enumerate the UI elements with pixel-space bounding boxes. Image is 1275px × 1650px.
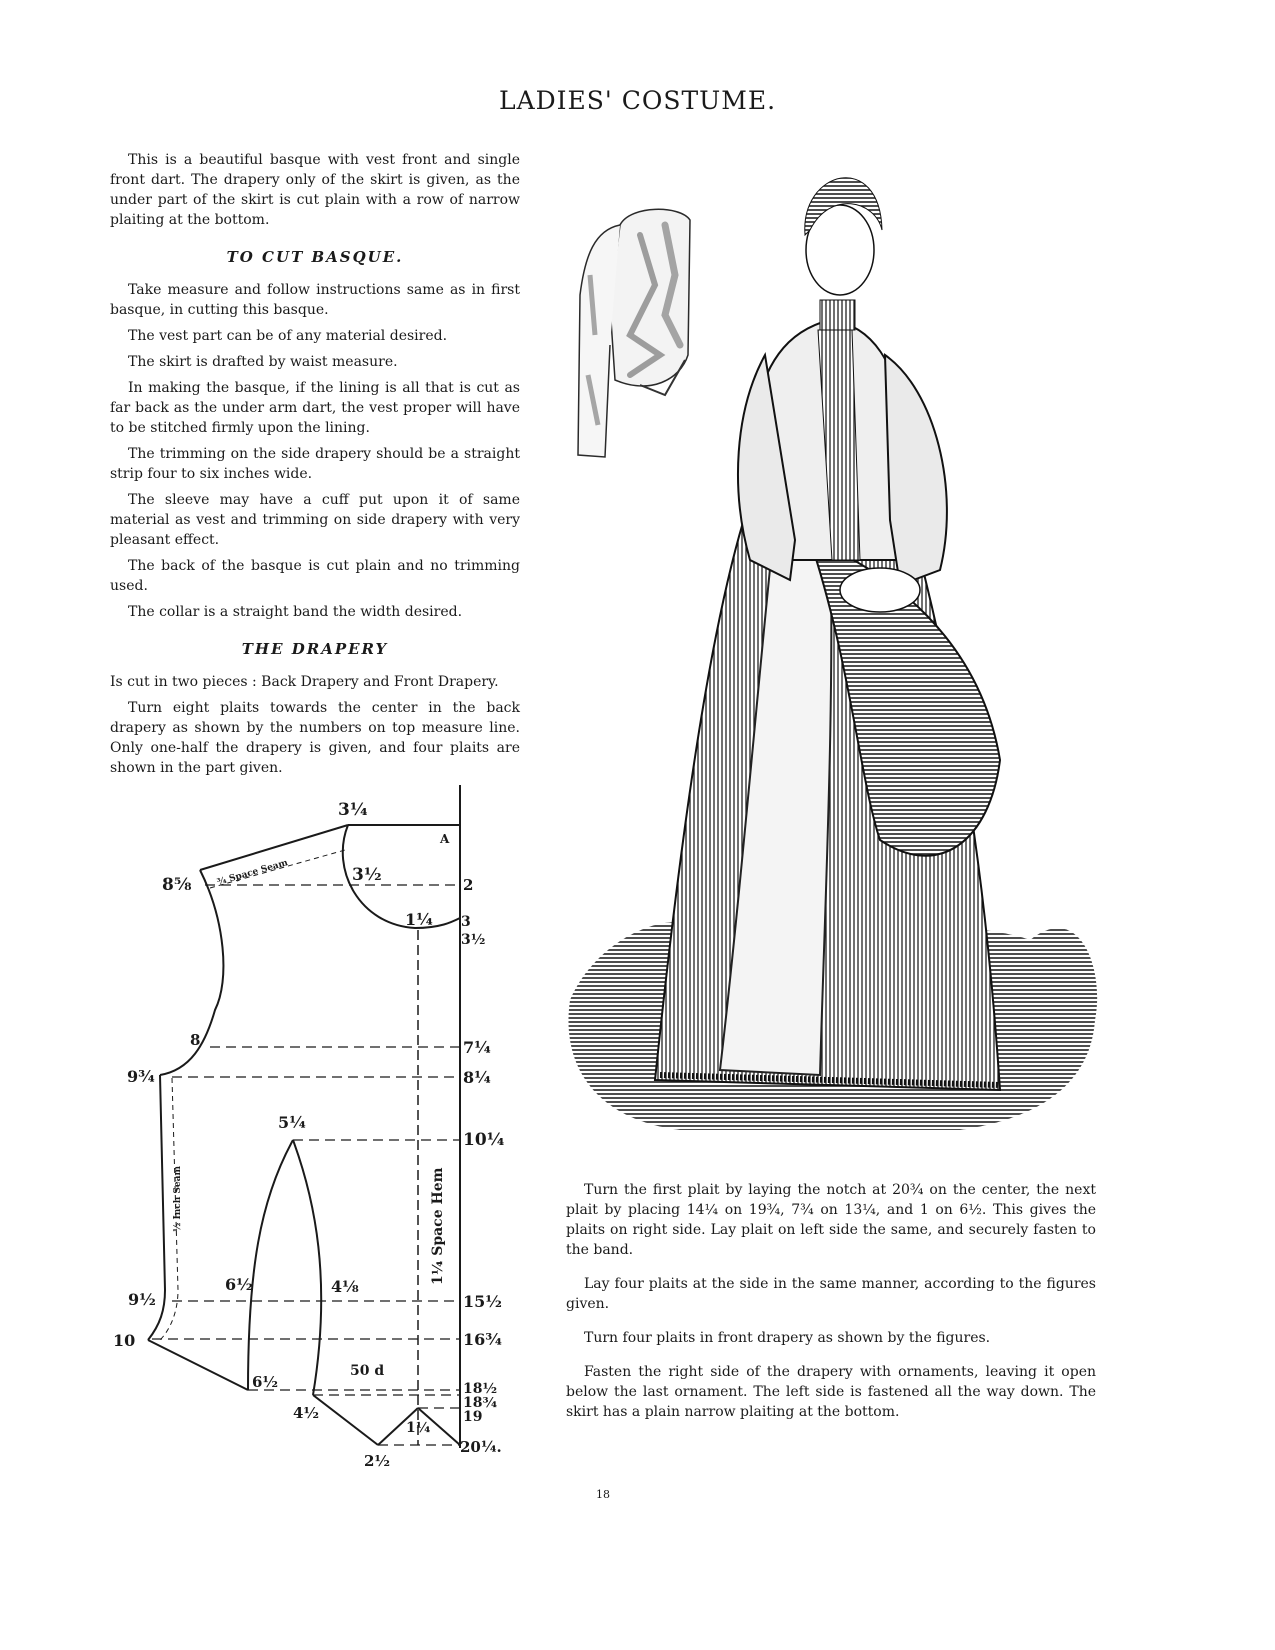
label-armhole: 8	[190, 1031, 201, 1049]
intro-paragraph: This is a beautiful basque with vest front and single front dart. The drapery only of the skirt is given, as the under part of the skirt is cut plain with a row of narrow plaiting at the bottom.	[110, 152, 520, 228]
section-heading-drapery: THE DRAPERY	[241, 640, 389, 658]
label-line-19: 19	[463, 1409, 483, 1425]
label-line-10-quarter: 10¼	[463, 1130, 505, 1150]
label-center-mark: 50 d	[350, 1363, 385, 1379]
paragraph: The skirt is drafted by waist measure.	[128, 354, 398, 370]
pattern-dart-right	[293, 1140, 321, 1395]
right-sleeve	[885, 355, 947, 585]
label-side-seam-note: ½ Inch Seam	[173, 1165, 183, 1232]
paragraph: Lay four plaits at the side in the same manner, according to the figures given.	[566, 1276, 1096, 1312]
label-point-bottom: 2½	[364, 1452, 391, 1470]
right-column	[566, 1180, 1096, 1436]
label-point-small: 1¼	[406, 1420, 431, 1436]
label-top-shoulder: 3¼	[338, 800, 368, 820]
label-line-3: 3	[461, 914, 471, 930]
paragraph: Turn the first plait by laying the notch at 20¾ on the center, the next plait by placing 14¼ on 19¾, 7¾ on 13¼, and 1 on 6½. This gives the plaits on right side. Lay plait on left side the same, and securely fasten to the band.	[566, 1182, 1096, 1258]
pattern-bottom-mid	[313, 1395, 378, 1445]
paragraph: Turn eight plaits towards the center in the back drapery as shown by the numbers on top measure line. Only one-half the drapery is given, and four plaits are shown in the part given.	[110, 700, 520, 776]
label-side-bottom: 10	[113, 1331, 136, 1350]
label-shoulder-left: 8⅝	[162, 875, 192, 895]
paragraph: The back of the basque is cut plain and no trimming used.	[110, 558, 520, 594]
label-dart-top: 5¼	[278, 1113, 306, 1132]
pattern-dart-left	[248, 1140, 293, 1390]
paragraph: The vest part can be of any material desired.	[128, 328, 448, 344]
section-heading-cut-basque: TO CUT BASQUE.	[226, 248, 404, 266]
collar	[820, 300, 855, 330]
label-side-top: 9¾	[127, 1067, 155, 1086]
lady-in-costume-engraving	[560, 140, 1105, 1180]
paragraph: The collar is a straight band the width desired.	[128, 604, 463, 620]
page-number: 18	[596, 1488, 610, 1501]
label-dart-left: 6½	[225, 1275, 253, 1294]
label-dart-right: 4⅛	[331, 1277, 359, 1296]
label-neck-bottom: 1¼	[405, 910, 433, 929]
paragraph: Is cut in two pieces : Back Drapery and Front Drapery.	[110, 674, 499, 690]
paragraph: Take measure and follow instructions same as in first basque, in cutting this basque.	[110, 282, 520, 318]
label-line-18-half: 18½	[463, 1381, 498, 1397]
label-line-16-3q: 16¾	[463, 1330, 502, 1349]
label-neck-mid: 3½	[352, 865, 382, 885]
label-line-2: 2	[463, 876, 474, 894]
page-title: LADIES' COSTUME.	[498, 86, 777, 115]
label-dart-bottom-left: 6½	[252, 1373, 279, 1391]
paragraph: The sleeve may have a cuff put upon it of same material as vest and trimming on side drapery with very pleasant effect.	[110, 492, 520, 548]
label-corner-a: A	[440, 832, 450, 846]
label-line-18-3q: 18¾	[463, 1395, 498, 1411]
drapery-pattern-diagram	[0, 0, 560, 1520]
label-line-20-quarter: 20¼.	[460, 1438, 502, 1456]
paragraph: The trimming on the side drapery should be a straight strip four to six inches wide.	[110, 446, 520, 482]
label-dart-bottom-right: 4½	[293, 1404, 320, 1422]
label-hem-note: 1¼ Space Hem	[430, 1167, 446, 1285]
paragraph: Turn four plaits in front drapery as shown by the figures.	[584, 1330, 991, 1346]
label-seam-note: ¾ Space Seam	[216, 858, 290, 888]
paragraph: In making the basque, if the lining is all that is cut as far back as the under arm dart, the vest proper will have to be stitched firmly upon the lining.	[110, 380, 520, 436]
label-line-15-half: 15½	[463, 1292, 502, 1311]
label-line-8-quarter: 8¼	[463, 1068, 491, 1087]
pattern-bottom-left	[148, 1340, 248, 1390]
label-line-3-half: 3½	[461, 932, 486, 948]
paragraph: Fasten the right side of the drapery with ornaments, leaving it open below the last ornament. The left side is fastened all the way down. The skirt has a plain narrow plaiting at the bottom.	[566, 1364, 1096, 1420]
label-line-7-quarter: 7¼	[463, 1038, 491, 1057]
hands	[840, 568, 920, 612]
label-side-waist: 9½	[128, 1290, 156, 1309]
